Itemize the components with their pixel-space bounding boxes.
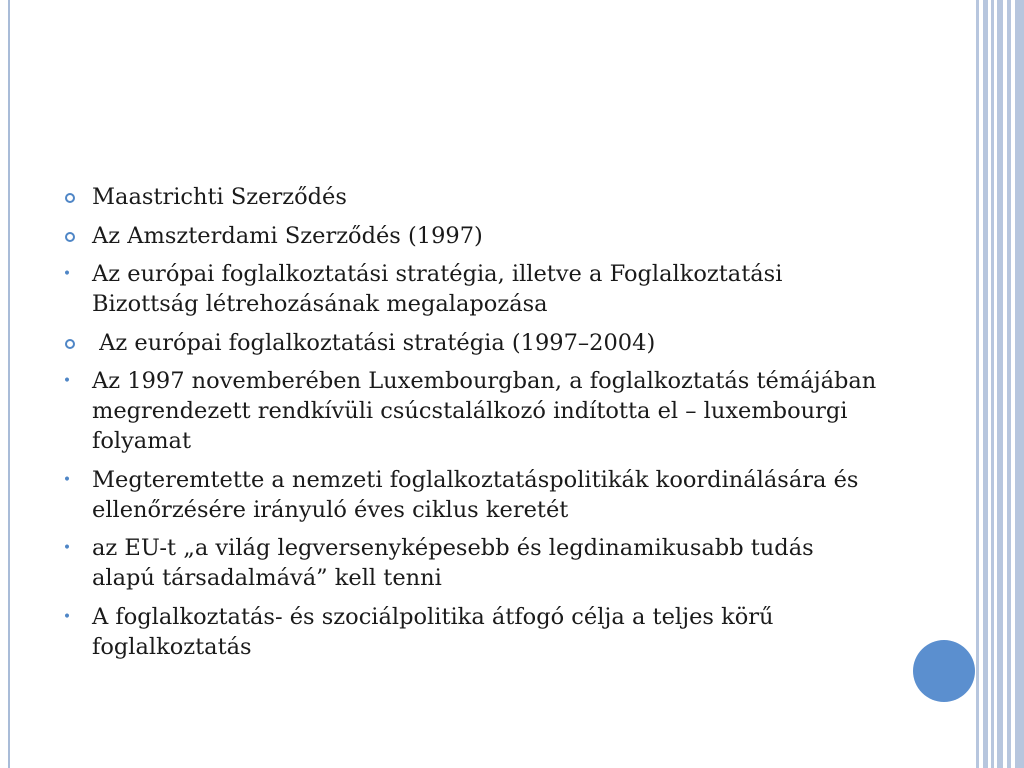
bullet-item bbox=[60, 221, 880, 251]
bullet-item bbox=[60, 465, 880, 525]
dot-bullet-icon: • bbox=[62, 471, 72, 488]
bullet-text: Maastrichti Szerződés bbox=[92, 184, 347, 210]
decorative-stripe bbox=[991, 0, 994, 768]
dot-bullet-icon: • bbox=[62, 266, 72, 282]
bullet-text: az EU-t „a világ legversenyképesebb és legdinamikusabb tudás alapú társadalmává” kell tenni bbox=[92, 535, 814, 591]
bullet-item bbox=[60, 602, 880, 662]
ring-bullet-icon bbox=[65, 193, 75, 203]
slide-content bbox=[60, 182, 880, 670]
bullet-item bbox=[60, 328, 880, 358]
decorative-stripe bbox=[976, 0, 979, 768]
bullet-text: Az 1997 novemberében Luxembourgban, a foglalkoztatás témájában megrendezett rendkívüli csúcstalálkozó indította el – luxembourgi folyamat bbox=[92, 368, 877, 454]
decorative-stripe bbox=[1015, 0, 1024, 768]
bullet-text: A foglalkoztatás- és szociálpolitika átfogó célja a teljes körű foglalkoztatás bbox=[92, 603, 774, 660]
decorative-stripe bbox=[983, 0, 988, 768]
bullet-text: Megteremtette a nemzeti foglalkoztatáspolitikák koordinálására és ellenőrzésére irányuló éves ciklus keretét bbox=[92, 466, 859, 523]
bullet-item bbox=[60, 366, 880, 456]
decorative-stripe bbox=[1007, 0, 1011, 768]
ring-bullet-icon bbox=[65, 232, 75, 242]
decorative-circle bbox=[913, 640, 975, 702]
bullet-text: Az európai foglalkoztatási stratégia (1997–2004) bbox=[92, 329, 656, 356]
ring-bullet-icon bbox=[65, 339, 75, 349]
bullet-list bbox=[60, 182, 880, 662]
bullet-item bbox=[60, 533, 880, 593]
dot-bullet-icon: • bbox=[62, 608, 72, 625]
left-frame-line bbox=[8, 0, 10, 768]
bullet-text: Az Amszterdami Szerződés (1997) bbox=[92, 222, 483, 249]
bullet-text: Az európai foglalkoztatási stratégia, illetve a Foglalkoztatási Bizottság létrehozásának megalapozása bbox=[92, 261, 783, 317]
bullet-item bbox=[60, 259, 880, 319]
bullet-item bbox=[60, 182, 880, 212]
dot-bullet-icon: • bbox=[62, 373, 72, 389]
decorative-stripe bbox=[997, 0, 1003, 768]
dot-bullet-icon: • bbox=[62, 540, 72, 556]
